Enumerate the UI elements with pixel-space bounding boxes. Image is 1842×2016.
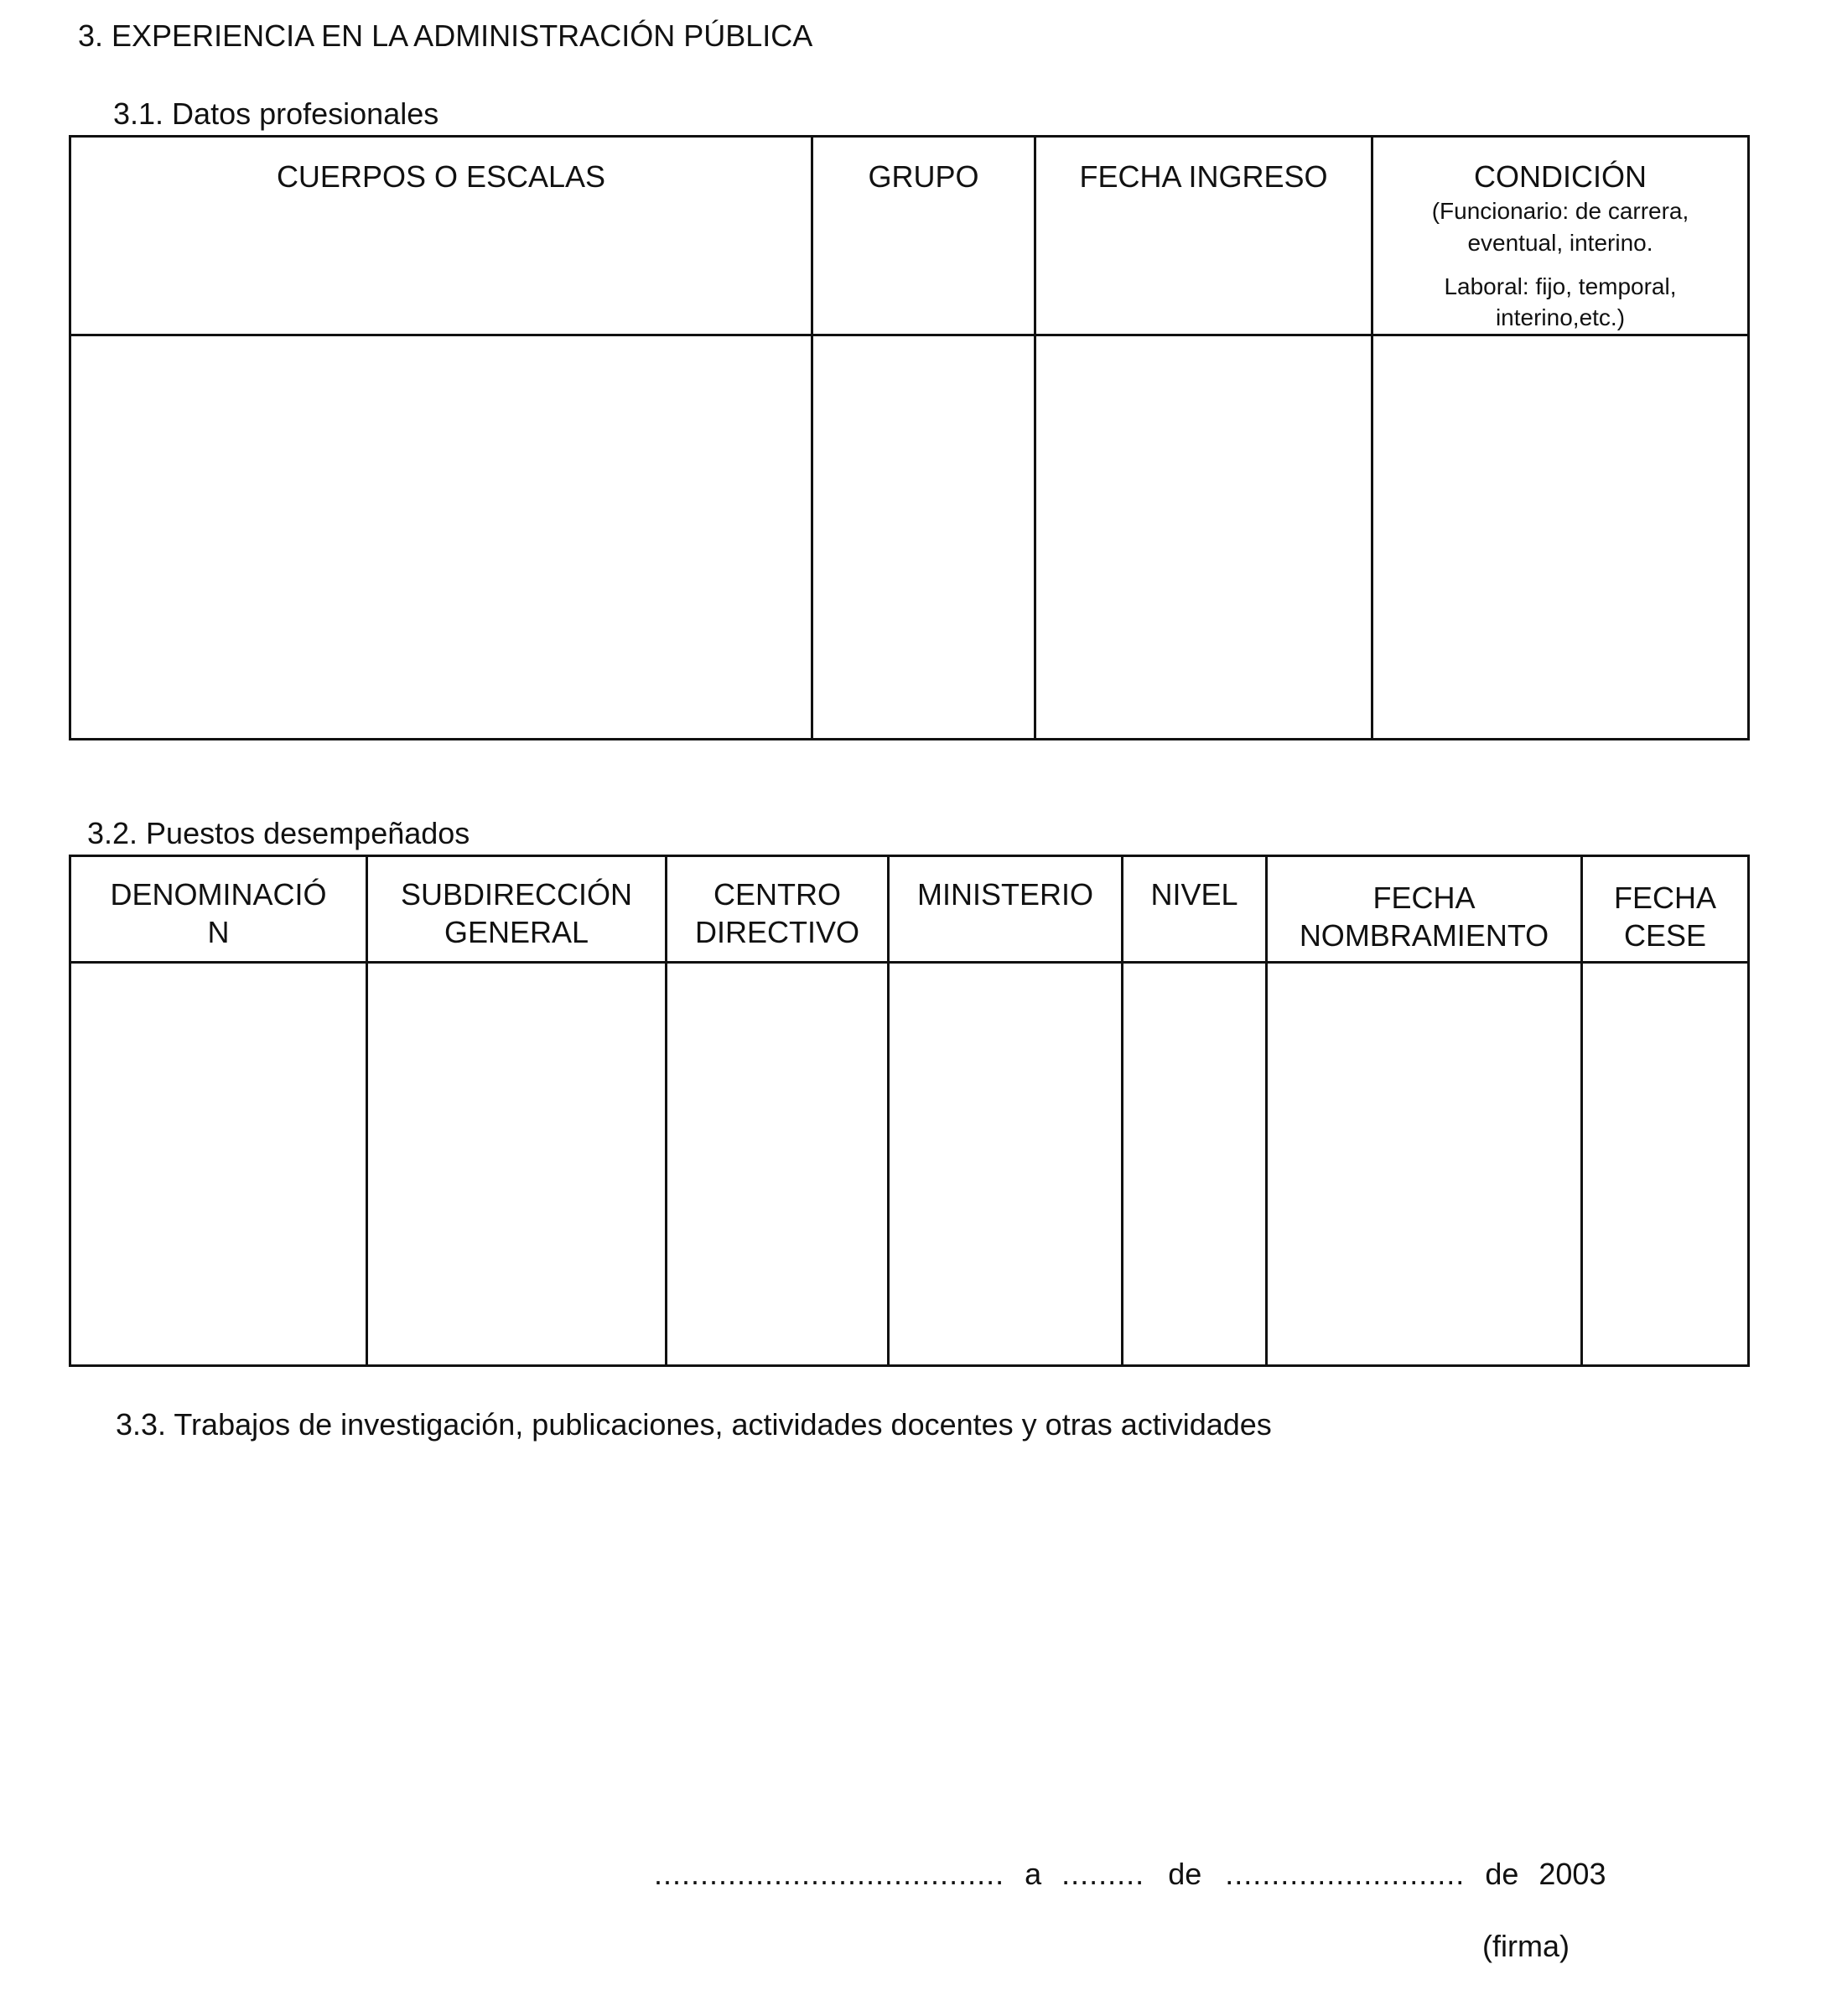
cell-subdireccion-general[interactable]	[367, 963, 667, 1366]
subsection-title-3-3: 3.3. Trabajos de investigación, publicaciones, actividades docentes y otras actividades	[116, 1407, 1272, 1442]
cell-fecha-nombramiento[interactable]	[1267, 963, 1582, 1366]
table-row	[70, 963, 1749, 1366]
signature-date-line	[654, 1857, 1606, 1892]
section-title: 3. EXPERIENCIA EN LA ADMINISTRACIÓN PÚBLICA	[78, 18, 813, 53]
datos-profesionales-table	[69, 135, 1750, 740]
cell-centro-directivo[interactable]	[667, 963, 889, 1366]
cell-denominacion[interactable]	[70, 963, 367, 1366]
cell-ministerio[interactable]	[889, 963, 1123, 1366]
header-subdireccion-general: SUBDIRECCIÓN GENERAL	[367, 856, 667, 963]
header-ministerio: MINISTERIO	[889, 856, 1123, 963]
header-denominacion: DENOMINACIÓ N	[70, 856, 367, 963]
subsection-title-3-1: 3.1. Datos profesionales	[113, 96, 439, 131]
header-condicion: CONDICIÓN (Funcionario: de carrera, eventual, interino. Laboral: fijo, temporal, interino,etc.)	[1372, 137, 1749, 335]
cell-grupo[interactable]	[812, 335, 1035, 740]
year-value: 2003	[1538, 1857, 1606, 1891]
cell-nivel[interactable]	[1123, 963, 1267, 1366]
place-blank[interactable]: ......................................	[654, 1857, 1005, 1891]
header-fecha-ingreso: FECHA INGRESO	[1035, 137, 1372, 335]
condicion-note-line-1: (Funcionario: de carrera,	[1431, 198, 1689, 224]
table-header-row	[70, 856, 1749, 963]
month-blank[interactable]: ..........................	[1225, 1857, 1466, 1891]
day-blank[interactable]: .........	[1061, 1857, 1145, 1891]
header-grupo: GRUPO	[812, 137, 1035, 335]
cell-fecha-cese[interactable]	[1582, 963, 1749, 1366]
table-row	[70, 335, 1749, 740]
header-centro-directivo: CENTRO DIRECTIVO	[667, 856, 889, 963]
firma-label: (firma)	[1482, 1929, 1570, 1963]
condicion-note-line-3: Laboral: fijo, temporal,	[1444, 273, 1677, 299]
header-fecha-nombramiento: FECHA NOMBRAMIENTO	[1267, 856, 1582, 963]
table-header-row	[70, 137, 1749, 335]
header-nivel: NIVEL	[1123, 856, 1267, 963]
word-a: a	[1025, 1857, 1042, 1891]
word-de-2: de	[1485, 1857, 1519, 1891]
word-de-1: de	[1168, 1857, 1202, 1891]
subsection-title-3-2: 3.2. Puestos desempeñados	[87, 816, 470, 850]
cell-condicion[interactable]	[1372, 335, 1749, 740]
header-cuerpos-escalas: CUERPOS O ESCALAS	[70, 137, 812, 335]
cell-fecha-ingreso[interactable]	[1035, 335, 1372, 740]
puestos-desempenados-table	[69, 855, 1750, 1367]
cell-cuerpos-escalas[interactable]	[70, 335, 812, 740]
condicion-note-line-4: interino,etc.)	[1495, 304, 1626, 331]
header-fecha-cese: FECHA CESE	[1582, 856, 1749, 963]
condicion-note-line-2: eventual, interino.	[1467, 229, 1653, 256]
